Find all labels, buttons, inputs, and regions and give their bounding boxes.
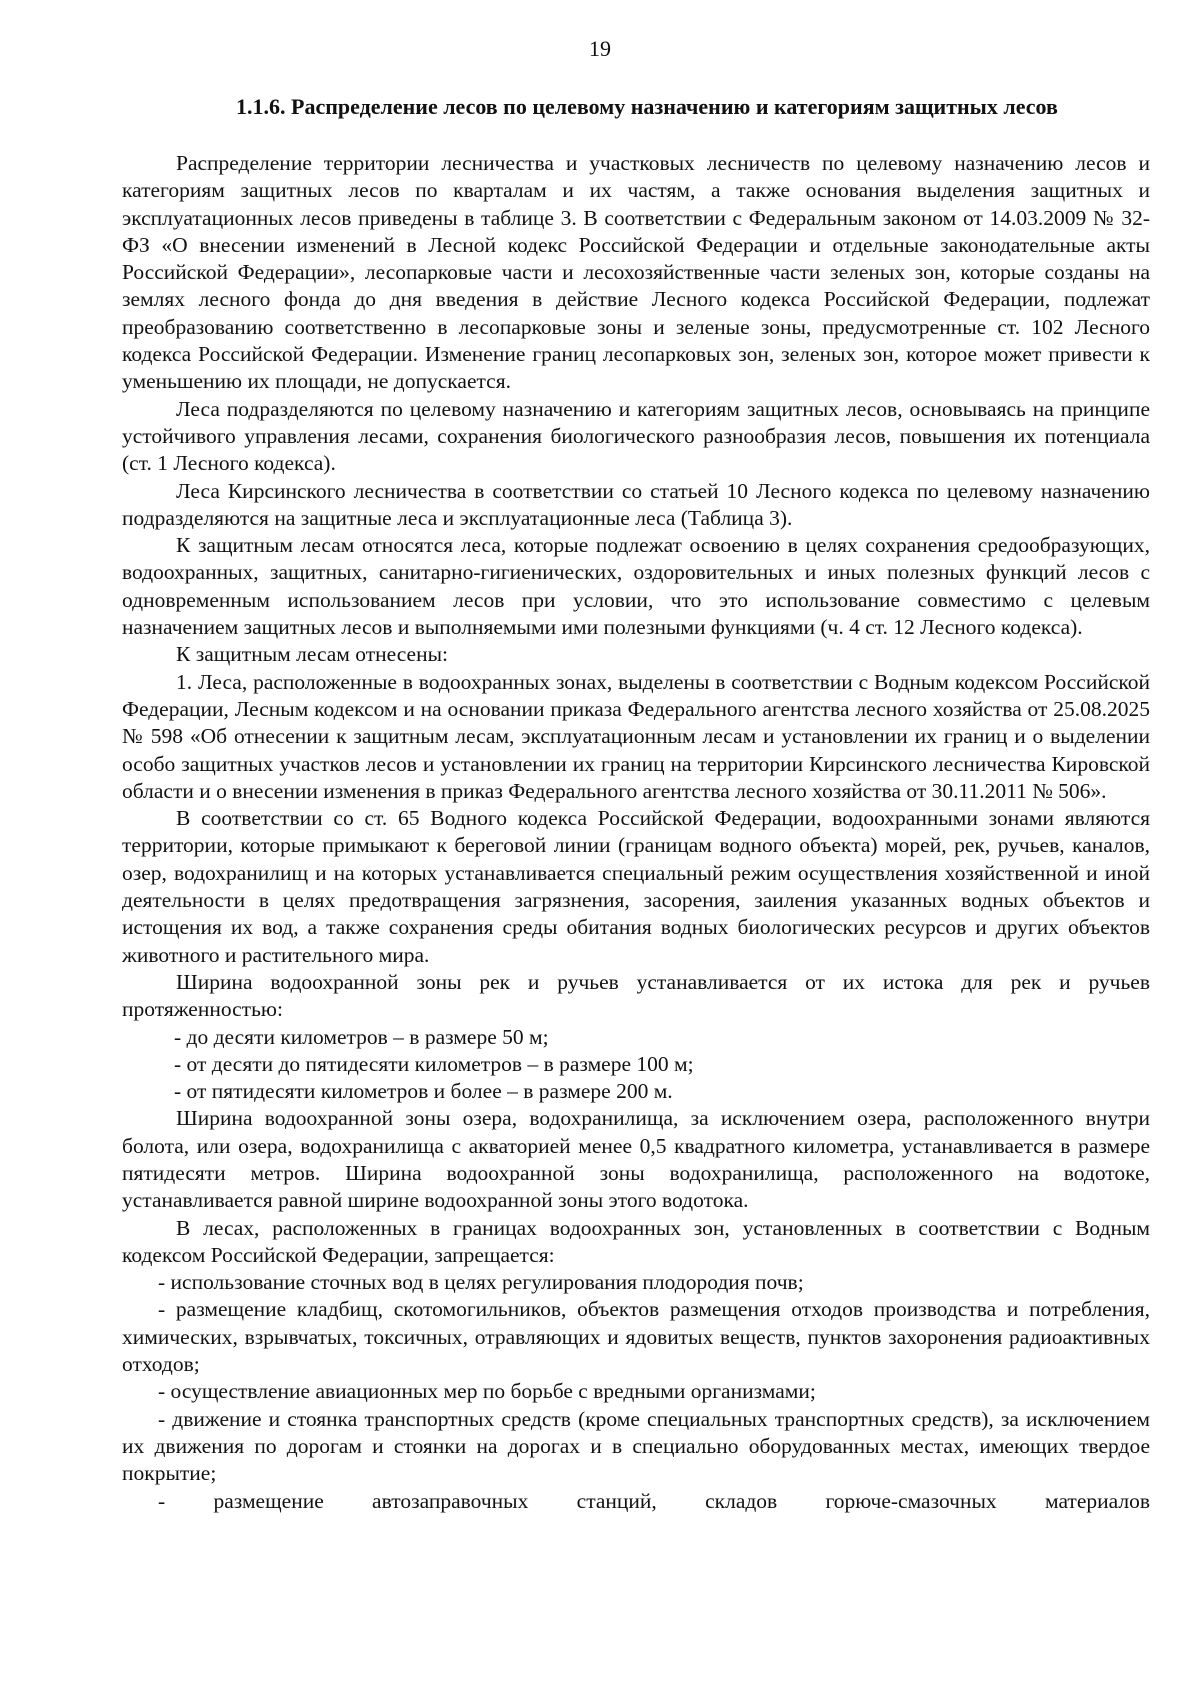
list-item: - осуществление авиационных мер по борьбе с вредными организмами; (158, 1379, 816, 1404)
list-item: 1. Леса, расположенные в водоохранных зонах, выделены в соответствии с Водным кодексом Российской Федерации, Лесным кодексом и на основании приказа Федерального агентства лесного хозяйства от 25.08.2025 № 598 «Об отнесении к защитным лесам, эксплуатационным лесам и установлении их границ и о выделении особо защитных участков лесов и установлении их границ на территории Кирсинского лесничества Кировской области и о внесении изменения в приказ Федерального агентства лесного хозяйства от 30.11.2011 № 506». (122, 669, 1150, 803)
paragraph: Ширина водоохранной зоны озера, водохранилища, за исключением озера, расположенного внутри болота, или озера, водохранилища с акваторией менее 0,5 квадратного километра, устанавливается в размере пятидесяти метров. Ширина водоохранной зоны водохранилища, расположенного на водотоке, устанавливается равной ширине водоохранной зоны этого водотока. (122, 1106, 1150, 1213)
paragraph: Леса подразделяются по целевому назначению и категориям защитных лесов, основываясь на принципе устойчивого управления лесами, сохранения биологического разнообразия лесов, повышения их потенциала (ст. 1 Лесного кодекса). (122, 396, 1150, 476)
paragraph: Распределение территории лесничества и участковых лесничеств по целевому назначению лесов и категориям защитных лесов по кварталам и их частям, а также основания выделения защитных и эксплуатационных лесов приведены в таблице 3. В соответствии с Федеральным законом от 14.03.2009 № 32-ФЗ «О внесении изменений в Лесной кодекс Российской Федерации и отдельные законодательные акты Российской Федерации», лесопарковые части и лесохозяйственные части зеленых зон, которые созданы на землях лесного фонда до дня введения в действие Лесного кодекса Российской Федерации, подлежат преобразованию соответственно в лесопарковые зоны и зеленые зоны, предусмотренные ст. 102 Лесного кодекса Российской Федерации. Изменение границ лесопарковых зон, зеленых зон, которое может привести к уменьшению их площади, не допускается. (122, 151, 1150, 394)
list-item: - движение и стоянка транспортных средств (кроме специальных транспортных средств), за исключением их движения по дорогам и стоянки на дорогах и в специально оборудованных местах, имеющих твердое покрытие; (122, 1406, 1150, 1486)
section-heading: 1.1.6. Распределение лесов по целевому назначению и категориям защитных лесов (236, 94, 1058, 119)
list-item: - от десяти до пятидесяти километров – в размере 100 м; (174, 1051, 694, 1076)
body-text (122, 150, 1150, 1515)
paragraph: Ширина водоохранной зоны рек и ручьев устанавливается от их истока для рек и ручьев протяженностью: (122, 969, 1150, 1022)
page-number: 19 (589, 36, 611, 61)
list-item: - размещение кладбищ, скотомогильников, объектов размещения отходов производства и потребления, химических, взрывчатых, токсичных, отравляющих и ядовитых веществ, пунктов захоронения радиоактивных отходов; (122, 1297, 1150, 1377)
list-item: - до десяти километров – в размере 50 м; (174, 1024, 549, 1049)
paragraph: Леса Кирсинского лесничества в соответствии со статьей 10 Лесного кодекса по целевому назначению подразделяются на защитные леса и эксплуатационные леса (Таблица 3). (122, 478, 1150, 530)
paragraph: В лесах, расположенных в границах водоохранных зон, установленных в соответствии с Водным кодексом Российской Федерации, запрещается: (122, 1215, 1150, 1267)
list-item: - размещение автозаправочных станций, складов горюче-смазочных материалов (158, 1488, 1150, 1513)
list-item: - от пятидесяти километров и более – в размере 200 м. (174, 1079, 673, 1104)
list-item: - использование сточных вод в целях регулирования плодородия почв; (158, 1270, 804, 1295)
paragraph: К защитным лесам отнесены: (176, 642, 448, 667)
paragraph: К защитным лесам относятся леса, которые подлежат освоению в целях сохранения средообразующих, водоохранных, защитных, санитарно-гигиенических, оздоровительных и иных полезных функций лесов с одновременным использованием лесов при условии, что это использование совместимо с целевым назначением защитных лесов и выполняемыми ими полезными функциями (ч. 4 ст. 12 Лесного кодекса). (122, 533, 1150, 640)
paragraph: В соответствии со ст. 65 Водного кодекса Российской Федерации, водоохранными зонами являются территории, которые примыкают к береговой линии (границам водного объекта) морей, рек, ручьев, каналов, озер, водохранилищ и на которых устанавливается специальный режим осуществления хозяйственной и иной деятельности в целях предотвращения загрязнения, засорения, заиления указанных водных объектов и истощения их вод, а также сохранения среды обитания водных биологических ресурсов и других объектов животного и растительного мира. (122, 806, 1150, 967)
